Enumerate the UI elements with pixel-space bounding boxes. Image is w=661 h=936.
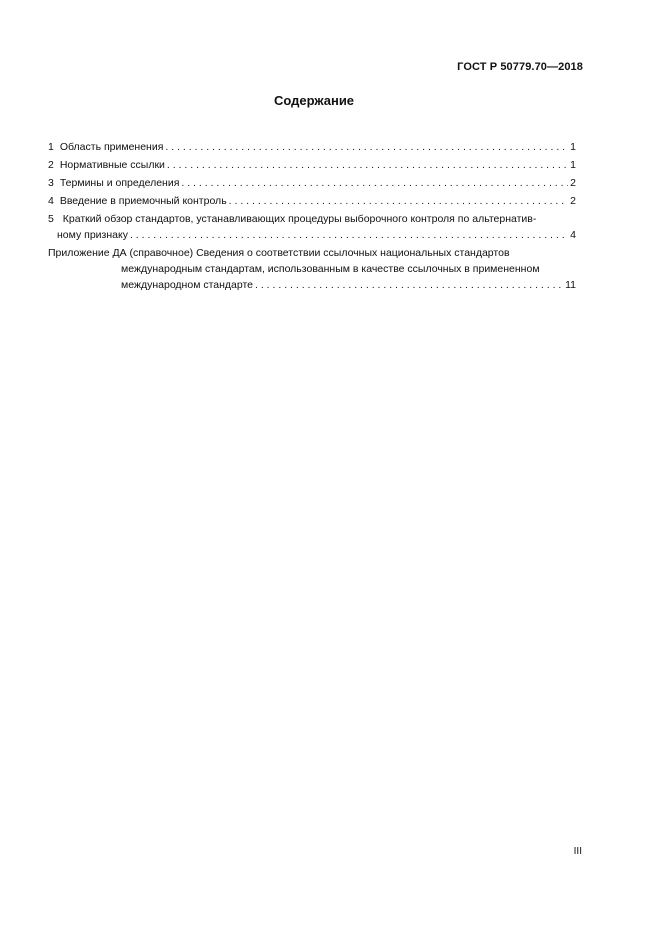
toc-entry-page: 4 xyxy=(570,229,576,241)
dot-leader xyxy=(130,227,568,243)
toc-entry-title: Нормативные ссылки xyxy=(59,159,165,171)
toc-entry-5[interactable] xyxy=(48,211,576,243)
dot-leader xyxy=(167,157,568,173)
toc-entry-title-continued: международным стандартам, использованным в качестве ссылочных в примененном xyxy=(121,263,540,275)
toc-entry-number: 5 xyxy=(48,213,54,225)
toc-entry-title: Введение в приемочный контроль xyxy=(59,195,227,207)
table-of-contents xyxy=(48,139,576,293)
dot-leader xyxy=(181,175,568,191)
toc-entry-number: 4 xyxy=(48,195,54,207)
toc-entry-number: 2 xyxy=(48,159,54,171)
toc-entry-2[interactable] xyxy=(48,157,576,173)
document-code: ГОСТ Р 50779.70—2018 xyxy=(457,61,583,73)
dot-leader xyxy=(255,277,563,293)
toc-entry-4[interactable] xyxy=(48,193,576,209)
toc-entry-title-continued: ному признаку xyxy=(57,229,128,241)
toc-entry-number: 3 xyxy=(48,177,54,189)
dot-leader xyxy=(229,193,568,209)
toc-entry-3[interactable] xyxy=(48,175,576,191)
toc-entry-page: 11 xyxy=(565,279,576,291)
toc-entry-title: Область применения xyxy=(59,141,164,153)
dot-leader xyxy=(165,139,568,155)
toc-entry-number: 1 xyxy=(48,141,54,153)
toc-entry-page: 1 xyxy=(570,141,576,153)
toc-entry-page: 2 xyxy=(570,177,576,189)
page-number: III xyxy=(573,846,582,857)
toc-entry-appendix[interactable] xyxy=(48,245,576,293)
toc-entry-title-continued: международном стандарте xyxy=(121,279,254,291)
toc-entry-title: Краткий обзор стандартов, устанавливающих процедуры выборочного контроля по альтернатив- xyxy=(62,213,537,225)
page-title: Содержание xyxy=(273,93,355,108)
toc-entry-title: Термины и определения xyxy=(59,177,180,189)
toc-entry-title: Приложение ДА (справочное) Сведения о соответствии ссылочных национальных стандартов xyxy=(48,247,510,259)
toc-entry-page: 2 xyxy=(570,195,576,207)
toc-entry-1[interactable] xyxy=(48,139,576,155)
toc-entry-page: 1 xyxy=(570,159,576,171)
